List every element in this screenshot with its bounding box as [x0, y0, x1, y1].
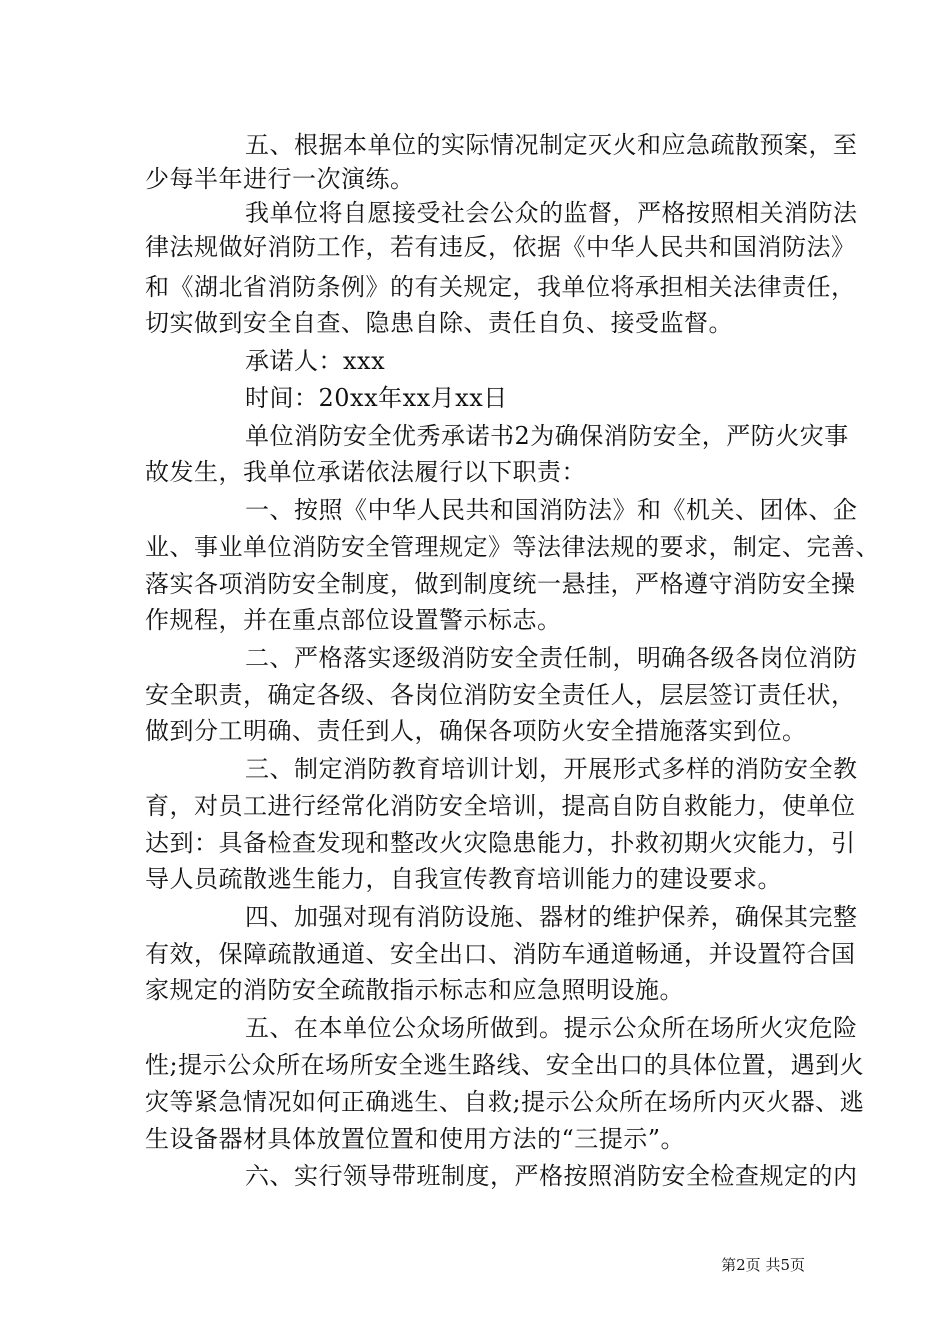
text-line: 少每半年进行一次演练。: [145, 165, 415, 193]
text-line: 落实各项消防安全制度，做到制度统一悬挂，严格遵守消防安全操: [145, 570, 856, 598]
text-line: 五、根据本单位的实际情况制定灭火和应急疏散预案，至: [245, 131, 858, 159]
text-line: 切实做到安全自查、隐患自除、责任自负、接受监督。: [145, 309, 733, 337]
text-line: 一、按照《中华人民共和国消防法》和《机关、团体、企: [245, 496, 858, 524]
text-line: 律法规做好消防工作，若有违反，依据《中华人民共和国消防法》: [145, 233, 856, 261]
text-line: 我单位将自愿接受社会公众的监督，严格按照相关消防法: [245, 199, 858, 227]
text-line: 和《湖北省消防条例》的有关规定，我单位将承担相关法律责任，: [145, 273, 856, 301]
text-line: 三、制定消防教育培训计划，开展形式多样的消防安全教: [245, 755, 858, 783]
signatory-line: 承诺人：xxx: [245, 347, 386, 375]
text-line: 导人员疏散逃生能力，自我宣传教育培训能力的建设要求。: [145, 865, 782, 893]
text-line: 单位消防安全优秀承诺书2为确保消防安全，严防火灾事: [245, 422, 849, 450]
text-line: 二、严格落实逐级消防安全责任制，明确各级各岗位消防: [245, 644, 858, 672]
text-line: 生设备器材具体放置位置和使用方法的“三提示”。: [145, 1125, 686, 1153]
text-line: 业、事业单位消防安全管理规定》等法律法规的要求，制定、完善、: [145, 533, 880, 561]
text-line: 有效，保障疏散通道、安全出口、消防车通道畅通，并设置符合国: [145, 940, 856, 968]
text-line: 六、实行领导带班制度，严格按照消防安全检查规定的内: [245, 1162, 858, 1190]
text-line: 四、加强对现有消防设施、器材的维护保养，确保其完整: [245, 903, 858, 931]
text-line: 家规定的消防安全疏散指示标志和应急照明设施。: [145, 976, 684, 1004]
date-line: 时间：20xx年xx月xx日: [245, 384, 508, 412]
text-line: 达到：具备检查发现和整改火灾隐患能力，扑救初期火灾能力，引: [145, 829, 856, 857]
page-number-footer: 第2页 共5页: [721, 1256, 805, 1274]
text-line: 育，对员工进行经常化消防安全培训，提高自防自救能力，使单位: [145, 792, 856, 820]
text-line: 性;提示公众所在场所安全逃生路线、安全出口的具体位置，遇到火: [145, 1051, 865, 1079]
text-line: 安全职责，确定各级、各岗位消防安全责任人，层层签订责任状，: [145, 681, 856, 709]
text-line: 故发生，我单位承诺依法履行以下职责：: [145, 458, 586, 486]
text-line: 五、在本单位公众场所做到。提示公众所在场所火灾危险: [245, 1014, 858, 1042]
text-line: 做到分工明确、责任到人，确保各项防火安全措施落实到位。: [145, 717, 807, 745]
text-line: 灾等紧急情况如何正确逃生、自救;提示公众所在场所内灭火器、逃: [145, 1088, 865, 1116]
text-line: 作规程，并在重点部位设置警示标志。: [145, 606, 562, 634]
